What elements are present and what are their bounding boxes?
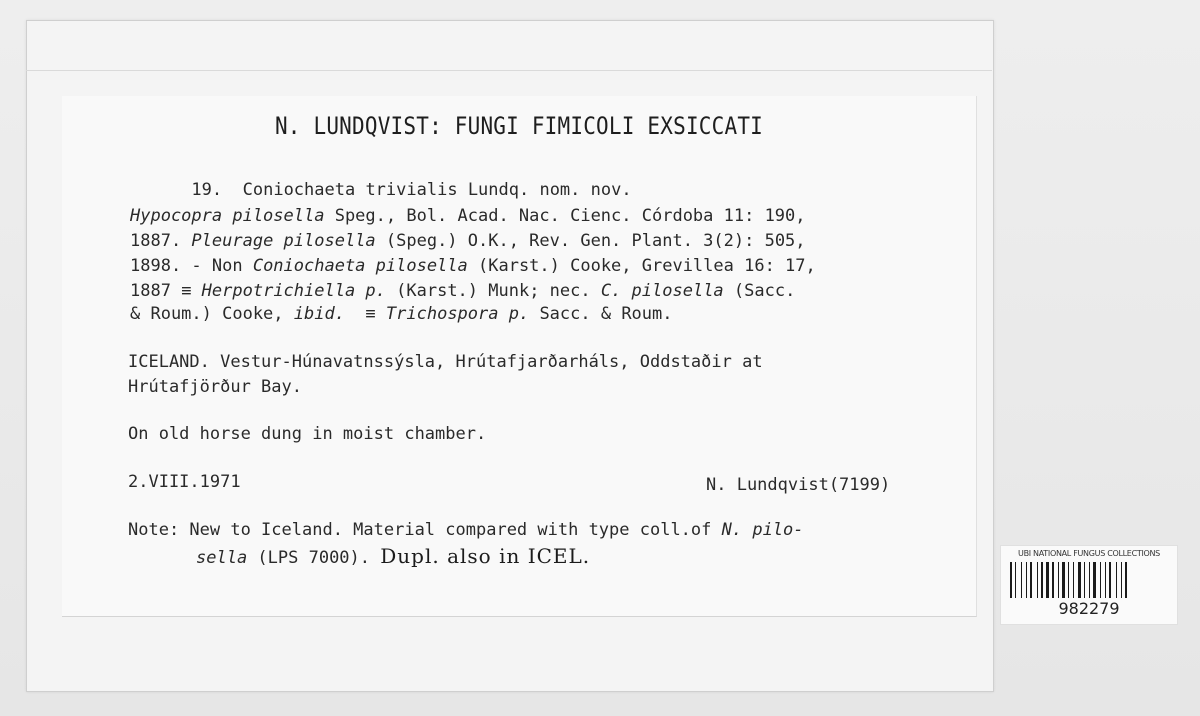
barcode-bar — [1068, 562, 1069, 598]
barcode-bar — [1026, 562, 1027, 598]
taxon-name: Trichospora p. — [385, 304, 530, 324]
collector-number: N. Lundqvist(7199) — [706, 475, 891, 495]
citation-text: Speg., Bol. Acad. Nac. Cienc. Córdoba 11: 190, — [324, 206, 806, 226]
citation-text: ≡ — [181, 281, 202, 301]
sticker-title: UBI NATIONAL FUNGUS COLLECTIONS — [1018, 549, 1160, 558]
synonymy-line — [130, 256, 816, 276]
label-title: N. LUNDQVIST: FUNGI FIMICOLI EXSICCATI — [274, 112, 764, 140]
citation-text: ≡ — [344, 304, 386, 324]
packet-fold-line — [26, 70, 992, 71]
barcode-sticker — [1000, 545, 1178, 625]
note-lead: Note: New to Iceland. Material compared with type coll.of — [128, 520, 722, 540]
citation-text: (Karst.) Cooke, Grevillea 16: 17, — [467, 256, 816, 276]
citation-text: & Roum.) Cooke, — [130, 304, 294, 324]
barcode-bar — [1073, 562, 1074, 598]
note-line-2 — [196, 544, 590, 568]
habitat-line: On old horse dung in moist chamber. — [128, 424, 487, 444]
note-second-italic: sella — [196, 548, 248, 568]
barcode-bar — [1105, 562, 1106, 598]
synonymy-line — [130, 281, 795, 301]
barcode-bar — [1030, 562, 1032, 598]
species-name: Coniochaeta trivialis — [242, 180, 458, 200]
citation-text: Sacc. & Roum. — [529, 304, 673, 324]
note-second: (LPS 7000). — [247, 548, 381, 568]
taxon-name: Herpotrichiella p. — [201, 281, 386, 301]
barcode-bar — [1121, 562, 1122, 598]
barcode-bar — [1041, 562, 1043, 598]
barcode-bar — [1125, 562, 1127, 598]
note-lead-italic: N. pilo- — [721, 520, 804, 540]
synonymy-line — [130, 231, 806, 251]
barcode-bar — [1116, 562, 1117, 598]
barcode-bar — [1010, 562, 1012, 598]
barcode-bar — [1021, 562, 1022, 598]
species-authority: Lundq. nom. nov. — [467, 180, 632, 200]
taxon-name: ibid. — [293, 304, 345, 324]
barcode-bar — [1089, 562, 1090, 598]
citation-text: 1898. - Non — [130, 256, 253, 276]
barcode-bar — [1100, 562, 1101, 598]
taxon-name: Hypocopra pilosella — [130, 206, 325, 226]
collection-date: 2.VIII.1971 — [128, 472, 241, 492]
citation-text: 1887. — [130, 231, 192, 251]
barcode-bar — [1052, 562, 1054, 598]
sticker-number: 982279 — [1058, 599, 1120, 618]
citation-text: (Sacc. — [723, 281, 796, 301]
barcode-bar — [1062, 562, 1065, 598]
barcode-bar — [1093, 562, 1096, 598]
citation-text: 1887 — [130, 281, 182, 301]
taxon-name: Pleurage pilosella — [191, 231, 376, 251]
species-number: 19. — [191, 180, 223, 200]
taxon-name: C. pilosella — [600, 281, 724, 301]
handwritten-annotation: Dupl. also in ICEL. — [380, 544, 591, 568]
barcode-bar — [1109, 562, 1111, 598]
citation-text: (Karst.) Munk; nec. — [385, 281, 601, 301]
synonymy-line — [130, 304, 673, 324]
barcode-bar — [1046, 562, 1049, 598]
locality-line-1: ICELAND. Vestur-Húnavatnssýsla, Hrútafjarðarháls, Oddstaðir at — [128, 352, 763, 372]
note-line-1 — [128, 520, 804, 540]
barcode-bar — [1084, 562, 1085, 598]
barcode-bar — [1015, 562, 1016, 598]
citation-text: (Speg.) O.K., Rev. Gen. Plant. 3(2): 505, — [375, 231, 806, 251]
barcode-bar — [1058, 562, 1059, 598]
exsiccata-label — [62, 96, 977, 617]
barcode-icon — [1009, 562, 1169, 598]
taxon-name: Coniochaeta pilosella — [252, 256, 468, 276]
barcode-bar — [1037, 562, 1038, 598]
synonymy-line — [130, 206, 806, 226]
locality-line-2: Hrútafjörður Bay. — [128, 377, 302, 397]
barcode-bar — [1078, 562, 1081, 598]
